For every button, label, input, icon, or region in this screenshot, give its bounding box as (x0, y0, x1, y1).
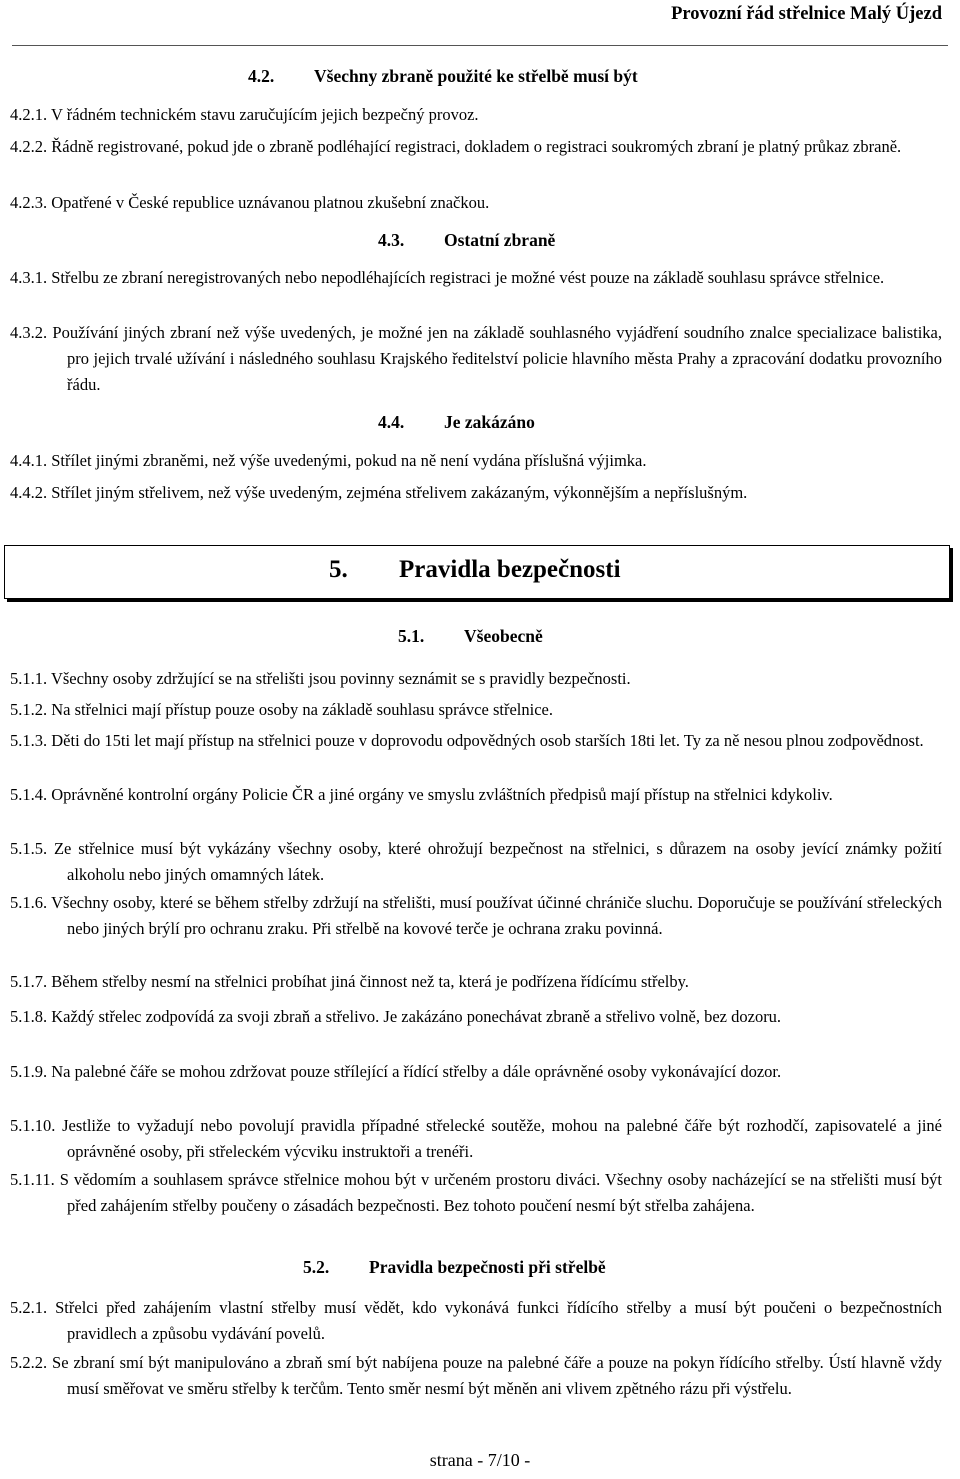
section-number: 5.2. (303, 1257, 330, 1277)
chapter-number: 5. (329, 556, 348, 583)
section-number: 4.2. (248, 66, 275, 86)
paragraph-5-1-7: 5.1.7. Během střelby nesmí na střelnici probíhat jiná činnost než ta, která je podřízena řídícímu střelby. (10, 972, 689, 991)
paragraph-5-1-6: 5.1.6. Všechny osoby, které se během střelby zdržují na střelišti, musí používat účinné chrániče sluchu. Doporučuje se používání střeleckých nebo jiných brýlí pro ochranu zraku. Při střelbě na kovové terče je ochrana zraku povinná. (10, 893, 942, 938)
section-number: 4.3. (378, 230, 405, 250)
paragraph-4-3-2: 4.3.2. Používání jiných zbraní než výše uvedených, je možné jen na základě souhlasného vyjádření soudního znalce specializace balistika, pro jejich trvalé užívání i následného souhlasu Krajského ředitelství policie hlavního města Prahy a zpracování dodatku provozního řádu. (10, 323, 942, 394)
section-heading-4-2 (248, 63, 638, 89)
paragraph-4-4-1: 4.4.1. Střílet jinými zbraněmi, než výše uvedenými, pokud na ně není vydána příslušná výjimka. (10, 451, 647, 470)
section-title: Všechny zbraně použité ke střelbě musí být (314, 66, 638, 86)
running-header-title: Provozní řád střelnice Malý Újezd (671, 4, 942, 24)
chapter-title (329, 556, 621, 584)
paragraph-4-2-2: 4.2.2. Řádně registrované, pokud jde o zbraně podléhající registraci, dokladem o registraci soukromých zbraní je platný průkaz zbraně. (10, 137, 902, 156)
paragraph-5-1-10: 5.1.10. Jestliže to vyžadují nebo povolují pravidla případné střelecké soutěže, mohou na palebné čáře být rozhodčí, zapisovatelé a jiné oprávněné osoby, při střeleckém výcviku instruktoři a trenéři. (10, 1116, 942, 1161)
paragraph-5-1-3: 5.1.3. Děti do 15ti let mají přístup na střelnici pouze v doprovodu odpovědných osob starších 18ti let. Ty za ně nesou plnou zodpovědnost. (10, 731, 924, 750)
section-title: Pravidla bezpečnosti při střelbě (369, 1257, 606, 1277)
chapter-title-text: Pravidla bezpečnosti (399, 556, 621, 583)
page-number-footer: strana - 7/10 - (429, 1450, 531, 1470)
paragraph-4-4-2: 4.4.2. Střílet jiným střelivem, než výše uvedeným, zejména střelivem zakázaným, výkonnějším a nepříslušným. (10, 483, 748, 502)
section-number: 5.1. (398, 626, 425, 646)
chapter-title-box (4, 545, 950, 599)
paragraph-5-1-5: 5.1.5. Ze střelnice musí být vykázány všechny osoby, které ohrožují bezpečnost na střelnici, s důrazem na osoby jevící známky požití alkoholu nebo jiných omamných látek. (10, 839, 942, 884)
paragraph-5-1-11: 5.1.11. S vědomím a souhlasem správce střelnice mohou být v určeném prostoru diváci. Všechny osoby nacházející se na střelišti musí být před zahájením střelby poučeny o zásadách bezpečnosti. Bez tohoto poučení nesmí být střelba zahájena. (10, 1170, 942, 1215)
paragraph-5-1-8: 5.1.8. Každý střelec zodpovídá za svoji zbraň a střelivo. Je zakázáno ponechávat zbraně a střelivo volně, bez dozoru. (10, 1007, 782, 1026)
paragraph-5-2-1: 5.2.1. Střelci před zahájením vlastní střelby musí vědět, kdo vykonává funkci řídícího střelby a musí být poučeni o bezpečnostních pravidlech a způsobu vydávání povelů. (10, 1298, 942, 1343)
paragraph-4-2-3: 4.2.3. Opatřené v České republice uznávanou platnou zkušební značkou. (10, 193, 490, 212)
paragraph-4-2-1: 4.2.1. V řádném technickém stavu zaručujícím jejich bezpečný provoz. (10, 105, 479, 124)
section-heading-4-4 (378, 409, 535, 435)
paragraph-5-1-4: 5.1.4. Oprávněné kontrolní orgány Policie ČR a jiné orgány ve smyslu zvláštních předpisů mají přístup na střelnici kdykoliv. (10, 785, 833, 804)
paragraph-5-1-2: 5.1.2. Na střelnici mají přístup pouze osoby na základě souhlasu správce střelnice. (10, 700, 553, 719)
paragraph-5-2-2: 5.2.2. Se zbraní smí být manipulováno a zbraň smí být nabíjena pouze na palebné čáře a pouze na pokyn řídícího střelby. Ústí hlavně vždy musí směřovat ve směru střelby k terčům. Tento směr nesmí být měněn ani vlivem zpětného rázu při výstřelu. (10, 1353, 942, 1398)
section-heading-4-3 (378, 227, 555, 253)
section-number: 4.4. (378, 412, 405, 432)
section-title: Je zakázáno (444, 412, 535, 432)
section-title: Všeobecně (464, 626, 543, 646)
section-heading-5-1 (398, 623, 543, 649)
section-heading-5-2 (303, 1254, 606, 1280)
paragraph-4-3-1: 4.3.1. Střelbu ze zbraní neregistrovaných nebo nepodléhajících registraci je možné vést pouze na základě souhlasu správce střelnice. (10, 268, 885, 287)
header-rule (12, 45, 948, 46)
section-title: Ostatní zbraně (444, 230, 556, 250)
paragraph-5-1-9: 5.1.9. Na palebné čáře se mohou zdržovat pouze střílející a řídící střelby a dále oprávněné osoby vykonávající dozor. (10, 1062, 782, 1081)
paragraph-5-1-1: 5.1.1. Všechny osoby zdržující se na střelišti jsou povinny seznámit se s pravidly bezpečnosti. (10, 669, 631, 688)
